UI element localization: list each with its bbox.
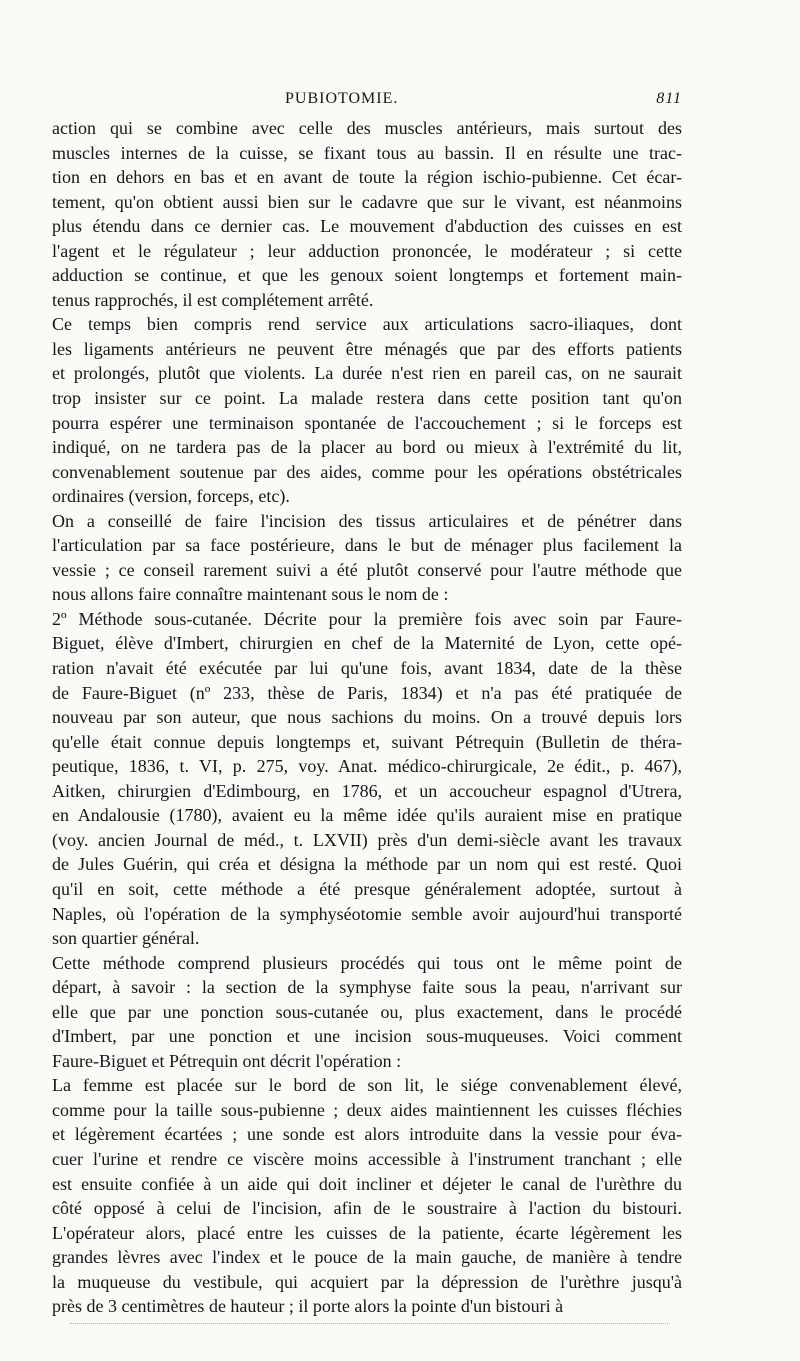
text-line: de Faure-Biguet (nº 233, thèse de Paris, 1834) et n'a pas été pratiquée de <box>52 682 682 703</box>
text-line: nous allons faire connaître maintenant sous le nom de : <box>52 584 449 605</box>
text-line: pourra espérer une terminaison spontanée de l'accouchement ; si le forceps est <box>52 412 682 433</box>
text-line: vessie ; ce conseil rarement suivi a été plutôt conservé pour l'autre méthode que <box>52 559 682 580</box>
text-line: est ensuite confiée à un aide qui doit incliner et déjeter le canal de l'urèthre du <box>52 1173 682 1194</box>
text-line: Cette méthode comprend plusieurs procédés qui tous ont le même point de <box>52 952 682 973</box>
text-line: plus étendu dans ce dernier cas. Le mouvement d'abduction des cuisses en est <box>52 216 682 237</box>
text-line: tion en dehors en bas et en avant de toute la région ischio-pubienne. Cet écar- <box>52 167 682 188</box>
text-line: elle que par une ponction sous-cutanée ou, plus exactement, dans le procédé <box>52 1001 682 1022</box>
text-line: Aitken, chirurgien d'Edimbourg, en 1786, et un accoucheur espagnol d'Utrera, <box>52 780 682 801</box>
body-text <box>52 116 682 1319</box>
text-line: et légèrement écartées ; une sonde est alors introduite dans la vessie pour éva- <box>52 1124 682 1145</box>
text-line: On a conseillé de faire l'incision des tissus articulaires et de pénétrer dans <box>52 510 682 531</box>
footer-rule <box>70 1323 670 1324</box>
text-line: la muqueuse du vestibule, qui acquiert par la dépression de l'urèthre jusqu'à <box>52 1271 682 1292</box>
text-line: convenablement soutenue par des aides, comme pour les opérations obstétricales <box>52 461 682 482</box>
text-line: son quartier général. <box>52 928 200 949</box>
paragraph <box>52 116 682 312</box>
text-line: La femme est placée sur le bord de son lit, le siége convenablement élevé, <box>52 1075 682 1096</box>
text-line: Naples, où l'opération de la symphyséotomie semble avoir aujourd'hui transporté <box>52 903 682 924</box>
text-line: l'articulation par sa face postérieure, dans le but de ménager plus facilement la <box>52 535 682 556</box>
page-number: 811 <box>656 90 682 107</box>
text-line: peutique, 1836, t. VI, p. 275, voy. Anat. médico-chirurgicale, 2e édit., p. 467), <box>52 756 682 777</box>
text-line: adduction se continue, et que les genoux soient longtemps et fortement main- <box>52 265 682 286</box>
text-line: tement, qu'on obtient aussi bien sur le cadavre que sur le vivant, est néanmoins <box>52 191 682 212</box>
paragraph <box>52 607 682 951</box>
text-line: en Andalousie (1780), avaient eu la même idée qu'ils auraient mise en pratique <box>52 805 682 826</box>
text-line: départ, à savoir : la section de la symphyse faite sous la peau, n'arrivant sur <box>52 977 682 998</box>
text-line: Ce temps bien compris rend service aux articulations sacro-iliaques, dont <box>52 314 682 335</box>
text-line: d'Imbert, par une ponction et une incision sous-muqueuses. Voici comment <box>52 1026 682 1047</box>
page-header <box>52 90 682 114</box>
text-line: indiqué, on ne tardera pas de la placer au bord ou mieux à l'extrémité du lit, <box>52 437 682 458</box>
text-line: les ligaments antérieurs ne peuvent être ménagés que par des efforts patients <box>52 338 682 359</box>
text-line: près de 3 centimètres de hauteur ; il porte alors la pointe d'un bistouri à <box>52 1296 564 1317</box>
text-line: muscles internes de la cuisse, se fixant tous au bassin. Il en résulte une trac- <box>52 142 682 163</box>
text-line: grandes lèvres avec l'index et le pouce de la main gauche, de manière à tendre <box>52 1247 682 1268</box>
text-line: trop insister sur ce point. La malade restera dans cette position tant qu'on <box>52 388 682 409</box>
text-line: de Jules Guérin, qui créa et désigna la méthode par un nom qui est resté. Quoi <box>52 854 682 875</box>
text-line: 2º Méthode sous-cutanée. Décrite pour la première fois avec soin par Faure- <box>52 608 682 629</box>
text-line: tenus rapprochés, il est complétement arrêté. <box>52 289 374 310</box>
paragraph <box>52 1073 682 1318</box>
text-line: et prolongés, plutôt que violents. La durée n'est rien en pareil cas, on ne saurait <box>52 363 682 384</box>
text-line: Biguet, élève d'Imbert, chirurgien en chef de la Maternité de Lyon, cette opé- <box>52 633 682 654</box>
text-line: Faure-Biguet et Pétrequin ont décrit l'opération : <box>52 1050 402 1071</box>
text-line: l'agent et le régulateur ; leur adduction prononcée, le modérateur ; si cette <box>52 240 682 261</box>
text-line: côté opposé à celui de l'incision, afin de le soustraire à l'action du bistouri. <box>52 1198 682 1219</box>
text-line: action qui se combine avec celle des muscles antérieurs, mais surtout des <box>52 118 682 138</box>
running-title: PUBIOTOMIE. <box>285 90 399 107</box>
paragraph <box>52 312 682 508</box>
text-line: L'opérateur alors, placé entre les cuisses de la patiente, écarte légèrement les <box>52 1222 682 1243</box>
text-line: cuer l'urine et rendre ce viscère moins accessible à l'instrument tranchant ; elle <box>52 1148 682 1169</box>
text-line: comme pour la taille sous-pubienne ; deux aides maintiennent les cuisses fléchies <box>52 1099 682 1120</box>
text-line: qu'elle était connue depuis longtemps et, suivant Pétrequin (Bulletin de théra- <box>52 731 682 752</box>
text-line: qu'il en soit, cette méthode a été presque généralement adoptée, surtout à <box>52 878 682 899</box>
text-line: (voy. ancien Journal de méd., t. LXVII) près d'un demi-siècle avant les travaux <box>52 829 682 850</box>
text-line: ration n'avait été exécutée par lui qu'une fois, avant 1834, date de la thèse <box>52 658 682 679</box>
paragraph <box>52 951 682 1074</box>
text-line: ordinaires (version, forceps, etc). <box>52 486 290 507</box>
text-line: nouveau par son auteur, que nous sachions du moins. On a trouvé depuis lors <box>52 707 682 728</box>
paragraph <box>52 509 682 607</box>
